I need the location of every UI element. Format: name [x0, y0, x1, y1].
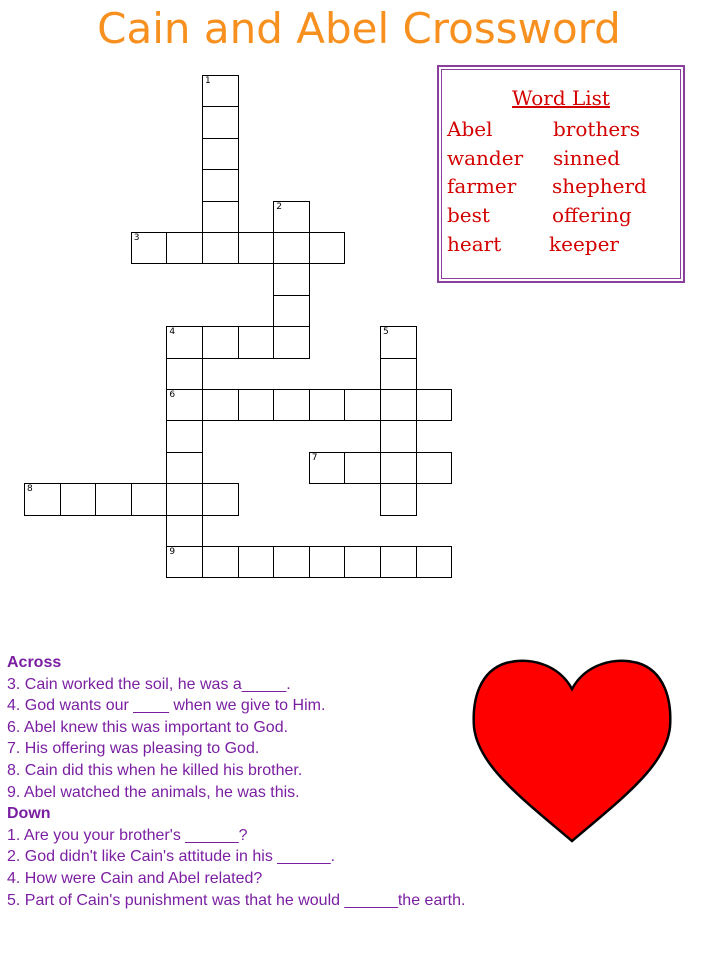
crossword-cell[interactable] — [202, 106, 239, 138]
crossword-cell[interactable] — [309, 452, 346, 484]
crossword-cell[interactable] — [273, 201, 310, 233]
crossword-cell[interactable] — [166, 483, 203, 515]
crossword-cell[interactable] — [344, 389, 381, 421]
word-list-word: offering — [552, 203, 632, 227]
crossword-cell[interactable] — [166, 546, 203, 578]
crossword-cell[interactable] — [166, 420, 203, 452]
crossword-cell[interactable] — [416, 546, 453, 578]
crossword-cell[interactable] — [380, 420, 417, 452]
clue-number: 4 — [169, 327, 176, 338]
word-list-title: Word List — [512, 86, 610, 110]
crossword-cell[interactable] — [416, 389, 453, 421]
word-list-word: heart — [447, 232, 502, 256]
clue-number: 5 — [383, 327, 389, 338]
word-list-word: keeper — [549, 232, 619, 256]
crossword-cell[interactable] — [166, 358, 203, 390]
clue-number: 2 — [276, 201, 282, 212]
across-clue: 6. Abel knew this was important to God. — [7, 718, 289, 736]
clue-number: 1 — [205, 76, 211, 86]
clue-number: 6 — [169, 390, 176, 400]
word-list-word: Abel — [447, 117, 493, 141]
crossword-cell[interactable] — [166, 326, 203, 358]
crossword-cell[interactable] — [380, 546, 417, 578]
heart-icon — [470, 655, 674, 843]
across-clue: 8. Cain did this when he killed his brother. — [7, 761, 303, 779]
crossword-cell[interactable] — [344, 452, 381, 484]
crossword-cell[interactable] — [166, 515, 203, 547]
across-clue: 7. His offering was pleasing to God. — [7, 740, 260, 758]
word-list-word: farmer — [447, 174, 517, 198]
down-clue: 1. Are you your brother's ______? — [7, 826, 248, 844]
crossword-cell[interactable] — [380, 389, 417, 421]
word-list-inner-border — [441, 69, 681, 279]
clue-number: 3 — [133, 233, 140, 243]
crossword-cell[interactable] — [202, 483, 239, 515]
crossword-cell[interactable] — [273, 389, 310, 421]
crossword-cell[interactable] — [273, 295, 310, 327]
across-clue: 4. God wants our ____ when we give to Him. — [7, 697, 326, 715]
crossword-cell[interactable] — [202, 201, 239, 233]
crossword-cell[interactable] — [380, 483, 417, 515]
across-clue: 9. Abel watched the animals, he was this. — [7, 783, 300, 801]
word-list-word: brothers — [553, 117, 640, 141]
clues-section — [7, 652, 465, 911]
crossword-cell[interactable] — [238, 232, 275, 264]
crossword-cell[interactable] — [273, 263, 310, 295]
crossword-cell[interactable] — [309, 389, 346, 421]
crossword-cell[interactable] — [60, 483, 97, 515]
clue-number: 9 — [169, 547, 176, 557]
crossword-cell[interactable] — [416, 452, 453, 484]
crossword-cell[interactable] — [202, 546, 239, 578]
crossword-cell[interactable] — [309, 546, 346, 578]
across-clue: 3. Cain worked the soil, he was a_____. — [7, 675, 291, 693]
crossword-cell[interactable] — [24, 483, 61, 515]
clue-number: 7 — [311, 452, 318, 463]
crossword-cell[interactable] — [273, 232, 310, 264]
page-title: Cain and Abel Crossword — [97, 4, 621, 53]
crossword-cell[interactable] — [309, 232, 346, 264]
clue-number: 8 — [27, 484, 33, 495]
down-clue: 5. Part of Cain's punishment was that he would ______the earth. — [7, 891, 466, 909]
crossword-cell[interactable] — [202, 75, 239, 107]
word-list-word: shepherd — [552, 174, 647, 198]
crossword-cell[interactable] — [273, 326, 310, 358]
word-list-word: sinned — [553, 146, 621, 170]
crossword-cell[interactable] — [202, 138, 239, 170]
crossword-cell[interactable] — [380, 326, 417, 358]
crossword-cell[interactable] — [380, 452, 417, 484]
word-list-box — [437, 65, 685, 283]
crossword-cell[interactable] — [273, 546, 310, 578]
crossword-cell[interactable] — [202, 389, 239, 421]
crossword-cell[interactable] — [166, 452, 203, 484]
crossword-cell[interactable] — [238, 389, 275, 421]
crossword-cell[interactable] — [166, 389, 203, 421]
word-list-word: best — [447, 203, 490, 227]
down-clue: 2. God didn't like Cain's attitude in his ______. — [7, 848, 336, 866]
crossword-cell[interactable] — [131, 232, 168, 264]
word-list-word: wander — [447, 146, 524, 170]
crossword-cell[interactable] — [238, 326, 275, 358]
crossword-cell[interactable] — [166, 232, 203, 264]
crossword-cell[interactable] — [202, 326, 239, 358]
crossword-cell[interactable] — [380, 358, 417, 390]
crossword-cell[interactable] — [344, 546, 381, 578]
crossword-cell[interactable] — [202, 232, 239, 264]
crossword-cell[interactable] — [238, 546, 275, 578]
crossword-cell[interactable] — [202, 169, 239, 201]
crossword-cell[interactable] — [131, 483, 168, 515]
down-clue: 4. How were Cain and Abel related? — [7, 869, 263, 887]
crossword-cell[interactable] — [95, 483, 132, 515]
across-heading: Across — [7, 654, 62, 671]
down-heading: Down — [7, 805, 51, 823]
